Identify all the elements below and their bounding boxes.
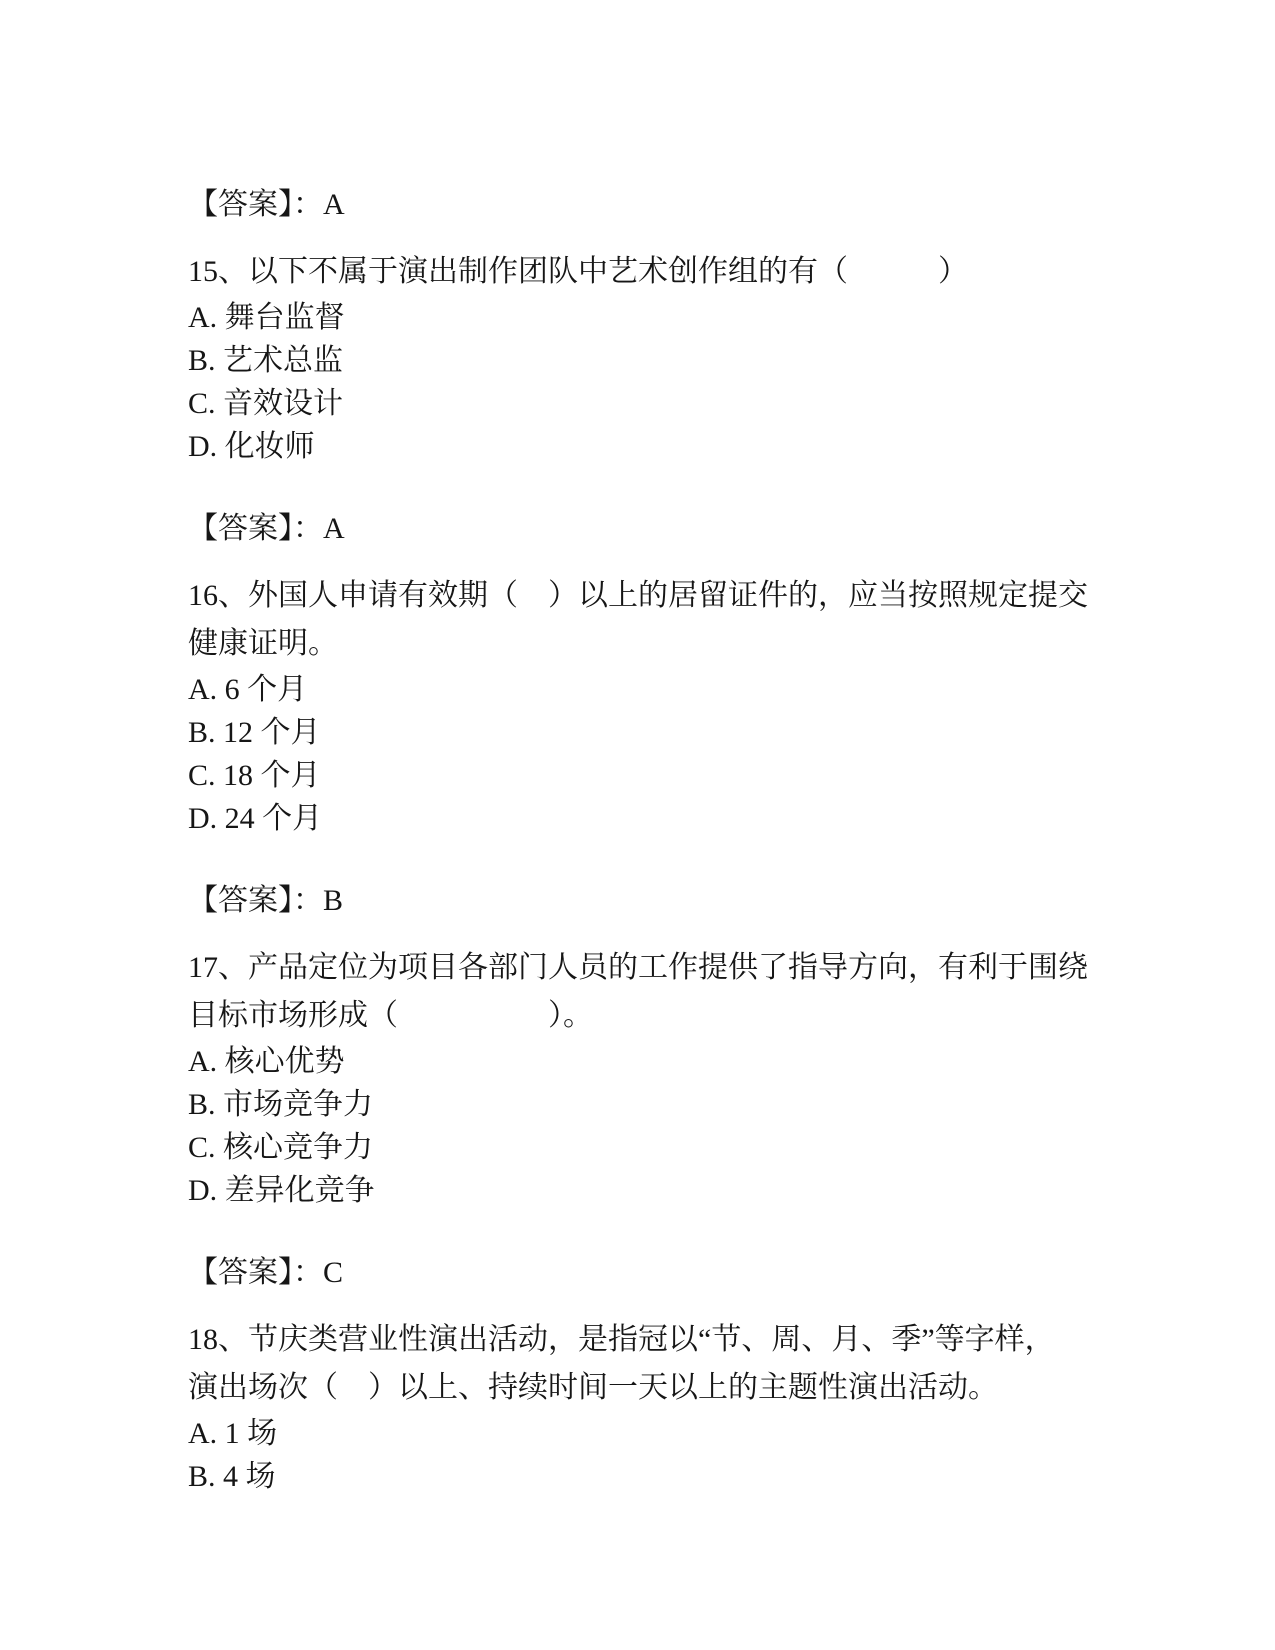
question-16-text-line-1: 16、外国人申请有效期（ ）以上的居留证件的，应当按照规定提交: [188, 579, 1088, 612]
question-16: [188, 572, 1105, 840]
question-16-text-line-2: 健康证明。: [188, 627, 338, 660]
question-15: [188, 248, 1105, 468]
question-15-text: 15、以下不属于演出制作团队中艺术创作组的有（ ）: [188, 255, 968, 288]
question-15-option-a: A. 舞台监督: [188, 301, 345, 334]
question-18: [188, 1316, 1105, 1498]
question-15-option-b: B. 艺术总监: [188, 344, 344, 377]
answer-line-q16: 【答案】：B: [188, 884, 344, 917]
answer-line-q14: 【答案】：A: [188, 188, 345, 221]
question-17-text-line-1: 17、产品定位为项目各部门人员的工作提供了指导方向，有利于围绕: [188, 951, 1088, 984]
answer-line-q15: 【答案】：A: [188, 512, 345, 545]
question-16-option-c: C. 18 个月: [188, 759, 321, 792]
question-17-text-line-2: 目标市场形成（ ）。: [188, 999, 593, 1032]
question-16-option-b: B. 12 个月: [188, 716, 321, 749]
answer-line-q17: 【答案】：C: [188, 1256, 344, 1289]
question-15-option-c: C. 音效设计: [188, 387, 344, 420]
question-18-option-b: B. 4 场: [188, 1460, 276, 1493]
question-18-text-line-2: 演出场次（ ）以上、持续时间一天以上的主题性演出活动。: [188, 1371, 998, 1404]
question-17-option-b: B. 市场竞争力: [188, 1088, 374, 1121]
question-18-text-line-1: 18、节庆类营业性演出活动，是指冠以“节、周、月、季”等字样，: [188, 1323, 1055, 1356]
question-17-option-a: A. 核心优势: [188, 1045, 345, 1078]
question-16-option-a: A. 6 个月: [188, 673, 308, 706]
question-18-option-a: A. 1 场: [188, 1417, 278, 1450]
question-16-option-d: D. 24 个月: [188, 802, 323, 835]
question-17-option-c: C. 核心竞争力: [188, 1131, 374, 1164]
question-17-option-d: D. 差异化竞争: [188, 1174, 375, 1207]
question-17: [188, 944, 1105, 1212]
question-15-option-d: D. 化妆师: [188, 430, 315, 463]
